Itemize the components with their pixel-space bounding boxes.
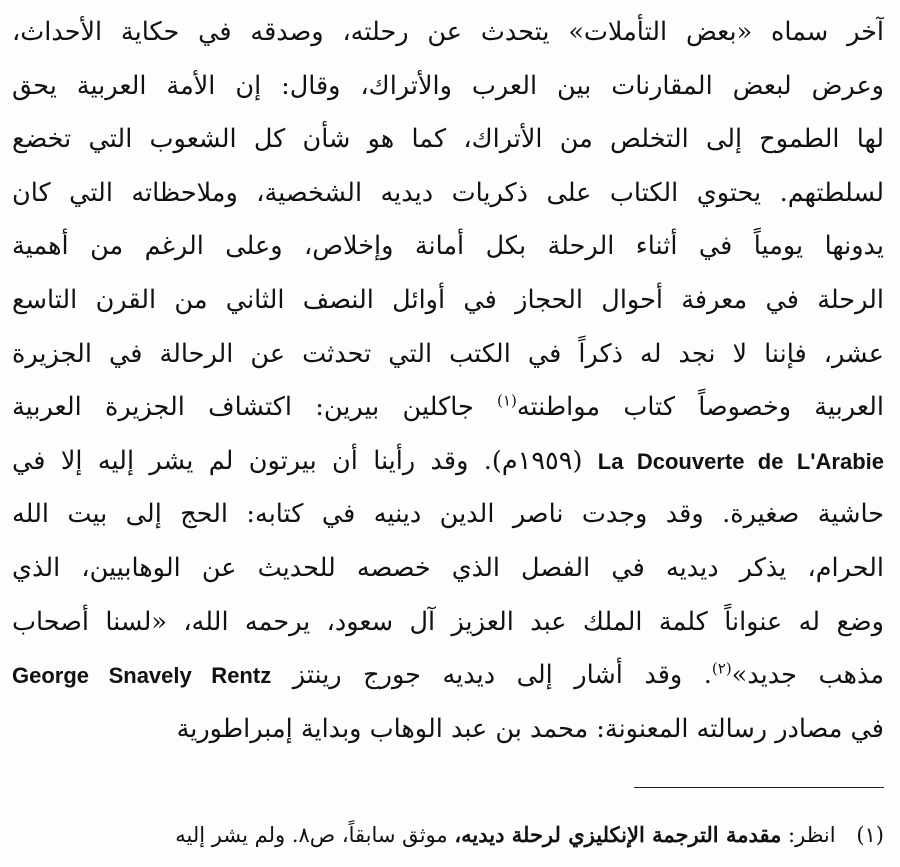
text-run: (١٩٥٩م). وقد رأينا أن بيرتون لم يشر إليه إلا في: [12, 445, 598, 476]
text-line: عشر، فإننا لا نجد له ذكراً في الكتب التي تحدثت عن الرحالة في الجزيرة: [12, 338, 884, 369]
text-line: الرحلة في معرفة أحوال الحجاز في أوائل النصف الثاني من القرن التاسع: [12, 284, 884, 315]
text-line: يدونها يومياً في أثناء الرحلة بكل أمانة وإخلاص، وعلى الرغم من أهمية: [12, 231, 884, 262]
text-line: في مصادر رسالته المعنونة: محمد بن عبد الوهاب وبداية إمبراطورية: [176, 713, 884, 744]
text-line: [12, 381, 884, 435]
text-line: لها الطموح إلى التخلص من الأتراك، كما هو شأن كل الشعوب التي تخضع: [12, 124, 884, 155]
footnote-separator: [634, 787, 884, 788]
text-run: مذهب جديد»: [731, 660, 884, 691]
text-line: حاشية صغيرة. وقد وجدت ناصر الدين دينيه في كتابه: الحج إلى بيت الله: [12, 499, 884, 530]
text-line: [12, 435, 884, 489]
body-paragraph: [12, 6, 884, 756]
text-line: الحرام، يذكر ديديه في الفصل الذي خصصه للحديث عن الوهابيين، الذي: [12, 552, 884, 583]
text-run: العربية وخصوصاً كتاب مواطنته: [516, 392, 884, 423]
text-run: جاكلين بيرين: اكتشاف الجزيرة العربية: [12, 392, 498, 423]
text-line: آخر سماه «بعض التأملات» يتحدث عن رحلته، وصدقه في حكاية الأحداث،: [12, 17, 884, 47]
footnote-1: [12, 815, 884, 855]
footnote-ref-2[interactable]: (٢): [711, 659, 732, 678]
footnote-number: (١): [856, 823, 884, 847]
text-line: وعرض لبعض المقارنات بين العرب والأتراك، وقال: إن الأمة العربية يحق: [12, 70, 884, 101]
footnote-lead: انظر:: [788, 823, 836, 847]
footnote-ref-1[interactable]: (١): [497, 391, 517, 410]
text-line: [12, 649, 884, 703]
latin-name: George Snavely Rentz: [12, 663, 272, 689]
footnote-text: موثق سابقاً، ص٨. ولم يشر إليه: [175, 823, 448, 847]
footnote-title: مقدمة الترجمة الإنكليزي لرحلة ديديه،: [454, 822, 782, 847]
text-run: . وقد أشار إلى ديديه جورج رينتز: [271, 660, 712, 691]
text-line: لسلطتهم. يحتوي الكتاب على ذكريات ديديه الشخصية، وملاحظاته التي كان: [12, 177, 884, 208]
text-line: وضع له عنواناً كلمة الملك عبد العزيز آل سعود، يرحمه الله، «لسنا أصحاب: [12, 606, 884, 637]
latin-title: La Dcouverte de L'Arabie: [597, 448, 884, 474]
